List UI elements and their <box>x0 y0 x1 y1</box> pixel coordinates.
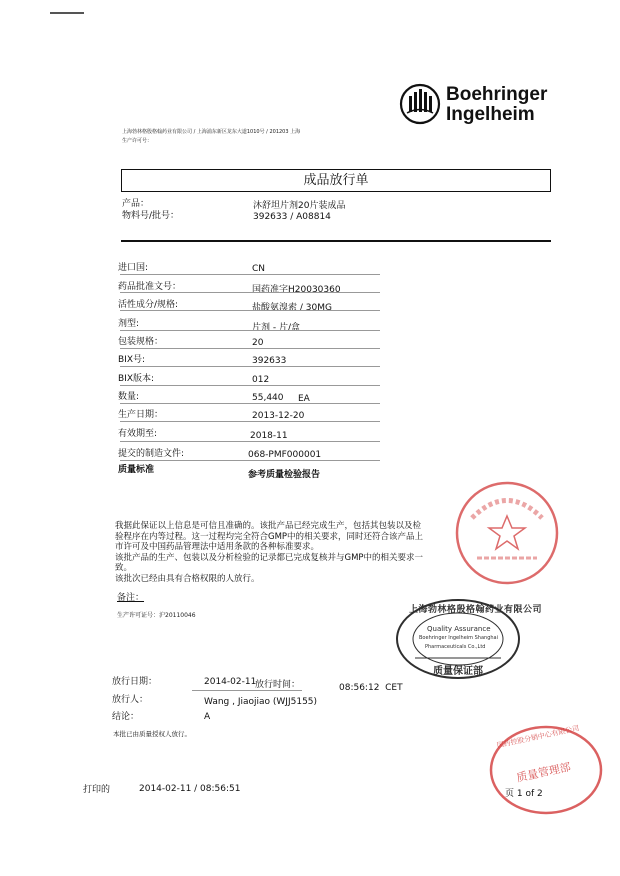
field-underline <box>120 348 380 349</box>
declaration-text <box>115 521 455 585</box>
distribution-stamp-top-text: 国药控股分销中心有限公司 <box>496 724 580 750</box>
field-label: 药品批准文号： <box>118 282 182 292</box>
red-seal-upper-icon <box>452 478 562 588</box>
field-unit: EA <box>298 394 310 404</box>
field-label: 活性成分/规格: <box>118 300 179 310</box>
qa-stamp-top-text: 上海勃林格殷格翰药业有限公司 <box>409 605 543 615</box>
logo-mark-icon <box>398 82 444 128</box>
field-label: BIX版本: <box>118 374 155 384</box>
qa-stamp-en1: Quality Assurance <box>427 625 491 633</box>
logo-line1: Boehringer <box>446 84 548 105</box>
page-title: 成品放行单 <box>303 173 369 188</box>
field-label: 提交的制造文件: <box>118 449 185 459</box>
declaration-line: 致。 <box>115 563 133 574</box>
release-time-value: 08:56:12 CET <box>339 683 403 693</box>
declaration-line: 我据此保证以上信息是可信且准确的。该批产品已经完成生产，包括其包装以及检 <box>115 521 422 531</box>
field-value: 068-PMF000001 <box>248 450 322 460</box>
remarks-label: 备注： <box>117 593 145 603</box>
field-underline <box>120 366 380 367</box>
field-underline <box>120 403 380 404</box>
field-value: 国药准字H20030360 <box>252 285 341 295</box>
field-underline <box>120 441 380 442</box>
field-underline <box>120 330 380 331</box>
product-code-label: 物料号/批号： <box>122 211 180 221</box>
section-divider <box>121 240 551 242</box>
remarks-license: 生产许可证号：沪20110046 <box>117 612 196 619</box>
scan-mark <box>50 12 84 14</box>
field-underline <box>120 421 380 422</box>
field-value: 参考质量检验报告 <box>248 470 321 480</box>
field-underline <box>120 385 380 386</box>
conclusion-label: 结论： <box>112 712 140 722</box>
release-date-label: 放行日期： <box>112 677 158 687</box>
logo-line2: Ingelheim <box>446 104 535 125</box>
field-label: 生产日期： <box>118 410 164 420</box>
product-value: 沐舒坦片剂20片装成品 <box>253 201 346 211</box>
company-logo <box>398 82 548 128</box>
distribution-stamp-center-text: 质量管理部 <box>515 760 572 785</box>
field-value: 012 <box>252 375 270 385</box>
field-value: 20 <box>252 338 264 348</box>
declaration-line: 验程序在内等过程。这一过程均完全符合GMP中的相关要求，同时还符合该产品上 <box>115 531 424 542</box>
field-value: 2018-11 <box>250 431 288 441</box>
declaration-line: 市许可及中国药品管理法中适用条款的各种标准要求。 <box>115 542 320 553</box>
product-label: 产品： <box>122 199 150 209</box>
field-value: 盐酸氨溴索 / 30MG <box>252 303 332 313</box>
company-license-label: 生产许可号： <box>122 138 153 144</box>
field-label: 包装规格： <box>118 337 164 347</box>
field-value: 片剂 - 片/盒 <box>252 323 301 333</box>
field-underline <box>120 274 380 275</box>
red-seal-upper <box>452 478 562 588</box>
qa-stamp-en3: Pharmaceuticals Co.,Ltd <box>425 644 486 650</box>
title-box <box>121 169 551 192</box>
field-label: BIX号: <box>118 355 146 365</box>
company-address: 上海勃林格殷格翰药业有限公司 / 上海浦东新区龙东大道1010号 / 201203 上海 <box>122 129 301 135</box>
qa-stamp-en2: Boehringer Ingelheim Shanghai <box>419 635 498 641</box>
release-note: 本批已由质量授权人放行。 <box>113 730 191 738</box>
field-label: 数量: <box>118 392 140 402</box>
product-code-value: 392633 / A08814 <box>253 212 331 222</box>
release-person-label: 放行人： <box>112 695 149 705</box>
field-value: 392633 <box>252 356 287 366</box>
release-date-value: 2014-02-11 <box>204 677 257 687</box>
quality-assurance-stamp <box>395 598 543 680</box>
field-value: 2013-12-20 <box>252 411 305 421</box>
field-underline <box>120 460 380 461</box>
declaration-line: 该批产品的生产、包装以及分析检验的记录都已完成复核并与GMP中的相关要求一 <box>115 552 424 563</box>
field-underline <box>120 292 380 293</box>
field-underline <box>120 310 380 311</box>
page-number: 页 1 of 2 <box>505 789 543 799</box>
field-label: 剂型: <box>118 319 140 329</box>
qa-stamp-bottom-text: 质量保证部 <box>433 666 483 677</box>
declaration-line: 该批次已经由具有合格权限的人放行。 <box>115 573 260 584</box>
distribution-center-stamp <box>488 724 604 816</box>
print-value: 2014-02-11 / 08:56:51 <box>139 784 241 794</box>
field-label: 有效期至: <box>118 429 158 439</box>
print-label: 打印的 <box>83 785 111 795</box>
field-label: 质量标准 <box>118 465 155 475</box>
field-value: 55,440 <box>252 393 284 403</box>
release-person-value: Wang , Jiaojiao (WJJ5155) <box>204 697 318 707</box>
release-time-underline <box>192 690 302 691</box>
release-time-label: 放行时间： <box>255 680 301 690</box>
conclusion-value: A <box>204 712 211 722</box>
field-label: 进口国: <box>118 263 149 273</box>
field-value: CN <box>252 264 266 274</box>
